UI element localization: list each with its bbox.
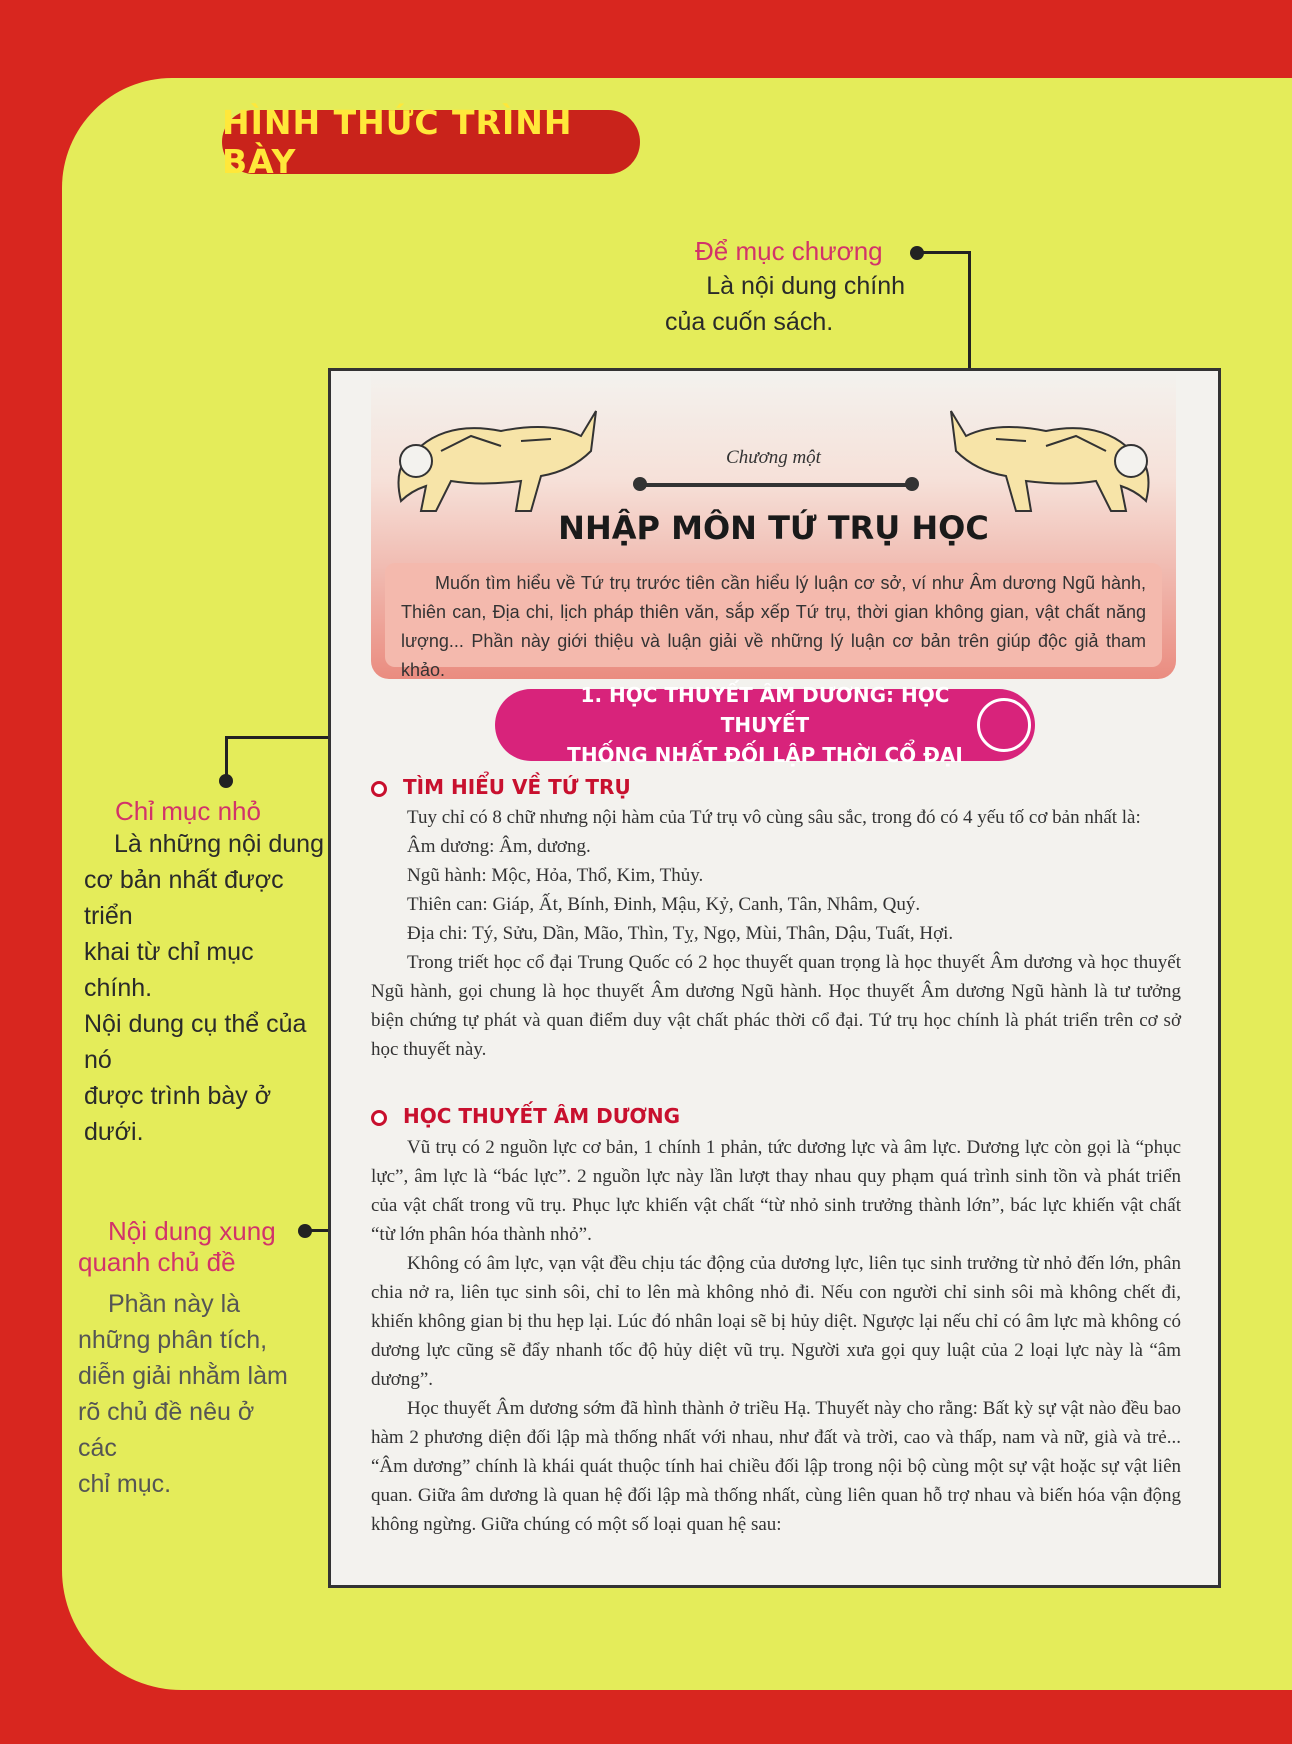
rule-dot bbox=[905, 477, 919, 491]
paragraph: Không có âm lực, vạn vật đều chịu tác động của dương lực, liên tục sinh trưởng từ nhỏ đến lớn, phân chia nở ra, liên tục sinh sôi, chỉ to lên mà không nhỏ đi. Nếu con người chỉ sinh sôi mà không chết đi, khiến không gian bị thu hẹp lại. Lúc đó nhân loại sẽ bị hủy diệt. Ngược lại nếu chỉ có âm lực mà không có dương lực cũng sẽ đẩy nhanh tốc độ hủy diệt vũ trụ. Người xưa gọi quy luật của 2 loại lực này là “âm dương”. bbox=[371, 1253, 1181, 1390]
annotation-line: Là nội dung chính bbox=[706, 272, 905, 300]
list-item: Địa chi: Tý, Sửu, Dần, Mão, Thìn, Tỵ, Ngọ, Mùi, Thân, Dậu, Tuất, Hợi. bbox=[407, 923, 954, 944]
annotation-line: những phân tích, bbox=[78, 1326, 268, 1354]
section-heading bbox=[495, 683, 1035, 767]
annotation-content-body bbox=[78, 1286, 298, 1502]
emblem-icon bbox=[977, 698, 1031, 752]
body-text-1 bbox=[371, 803, 1181, 1064]
annotation-chapter-title: Để mục chương bbox=[695, 236, 883, 266]
annotation-line: chỉ mục. bbox=[78, 1470, 172, 1498]
annotation-line: Phần này là bbox=[108, 1290, 241, 1318]
connector-line bbox=[225, 736, 228, 776]
annotation-line: của cuốn sách. bbox=[665, 308, 834, 336]
book-page-sample bbox=[328, 368, 1221, 1588]
annotation-line: khai từ chỉ mục chính. bbox=[84, 938, 254, 1002]
list-item: Thiên can: Giáp, Ất, Bính, Đinh, Mậu, Kỷ, Canh, Tân, Nhâm, Quý. bbox=[407, 894, 921, 915]
connector-dot bbox=[219, 774, 233, 788]
bullet-icon bbox=[371, 1110, 387, 1126]
subheading-am-duong: HỌC THUYẾT ÂM DƯƠNG bbox=[403, 1104, 681, 1128]
chapter-title: NHẬP MÔN TỨ TRỤ HỌC bbox=[558, 509, 989, 547]
annotation-line: Nội dung cụ thể của nó bbox=[84, 1010, 307, 1074]
chapter-intro: Muốn tìm hiểu về Tứ trụ trước tiên cần hiểu lý luận cơ sở, ví như Âm dương Ngũ hành, Thiên can, Địa chi, lịch pháp thiên văn, sắp xếp Tứ trụ, thời gian không gian, vật chất năng lượng... Phần này giới thiệu và luận giải về những lý luận cơ bản trên giúp độc giả tham khảo. bbox=[385, 563, 1162, 667]
annotation-subitem-title: Chỉ mục nhỏ bbox=[115, 796, 261, 826]
annotation-line: được trình bày ở dưới. bbox=[84, 1082, 272, 1146]
annotation-content-title bbox=[78, 1216, 293, 1278]
paragraph: Học thuyết Âm dương sớm đã hình thành ở triều Hạ. Thuyết này cho rằng: Bất kỳ sự vật nào đều bao hàm 2 phương diện đối lập mà thống nhất với nhau, như đất và trời, cao và thấp, nam và nữ, già và trẻ... “Âm dương” chính là khái quát thuộc tính hai chiều đối lập trong nội bộ cùng một sự vật hoặc sự vật liên quan. Giữa âm dương là quan hệ đối lập mà thống nhất, cùng liên quan hỗ trợ nhau và biến hóa vận động không ngừng. Giữa chúng có một số loại quan hệ sau: bbox=[371, 1398, 1181, 1535]
annotation-line: Là những nội dung bbox=[114, 830, 324, 858]
section-title-badge: HÌNH THỨC TRÌNH BÀY bbox=[222, 110, 640, 174]
body-text-2 bbox=[371, 1133, 1181, 1539]
annotation-line: quanh chủ đề bbox=[78, 1247, 236, 1277]
chapter-rule bbox=[641, 483, 911, 487]
subheading-tu-tru: TÌM HIỂU VỀ TỨ TRỤ bbox=[403, 775, 631, 799]
bullet-icon bbox=[371, 781, 387, 797]
paragraph: Vũ trụ có 2 nguồn lực cơ bản, 1 chính 1 phản, tức dương lực và âm lực. Dương lực còn gọi là “phục lực”, âm lực là “bác lực”. 2 nguồn lực này lần lượt thay nhau quy phạm quá trình sinh tồn và phát triển của vật chất trong vũ trụ. Phục lực khiến vật chất “từ nhỏ sinh trưởng thành lớn”, bác lực khiến vật chất “từ lớn phân hóa thành nhỏ”. bbox=[371, 1137, 1181, 1245]
paragraph: Trong triết học cổ đại Trung Quốc có 2 học thuyết quan trọng là học thuyết Âm dương và học thuyết Ngũ hành, gọi chung là học thuyết Âm dương Ngũ hành. Học thuyết Âm dương Ngũ hành là tư tưởng biện chứng tự phát và quan điểm duy vật chất phác thời cổ đại. Tứ trụ học chính là phát triển trên cơ sở học thuyết này. bbox=[371, 952, 1181, 1060]
connector-line bbox=[917, 251, 971, 254]
annotation-line: rõ chủ đề nêu ở các bbox=[78, 1398, 255, 1462]
section-heading-line: 1. HỌC THUYẾT ÂM DƯƠNG: HỌC THUYẾT bbox=[580, 683, 950, 737]
section-heading-line: THỐNG NHẤT ĐỐI LẬP THỜI CỔ ĐẠI bbox=[567, 743, 963, 767]
list-item: Âm dương: Âm, dương. bbox=[407, 836, 591, 857]
annotation-line: cơ bản nhất được triển bbox=[84, 866, 284, 930]
list-item: Ngũ hành: Mộc, Hỏa, Thổ, Kim, Thủy. bbox=[407, 865, 704, 886]
annotation-line: diễn giải nhằm làm bbox=[78, 1362, 288, 1390]
annotation-chapter-body bbox=[665, 268, 905, 340]
chapter-label: Chương một bbox=[726, 447, 821, 468]
annotation-line: Nội dung xung bbox=[108, 1216, 276, 1246]
annotation-subitem-body bbox=[84, 826, 324, 1150]
chapter-header bbox=[371, 371, 1176, 679]
paragraph: Tuy chỉ có 8 chữ nhưng nội hàm của Tứ trụ vô cùng sâu sắc, trong đó có 4 yếu tố cơ bản nhất là: bbox=[407, 807, 1141, 828]
